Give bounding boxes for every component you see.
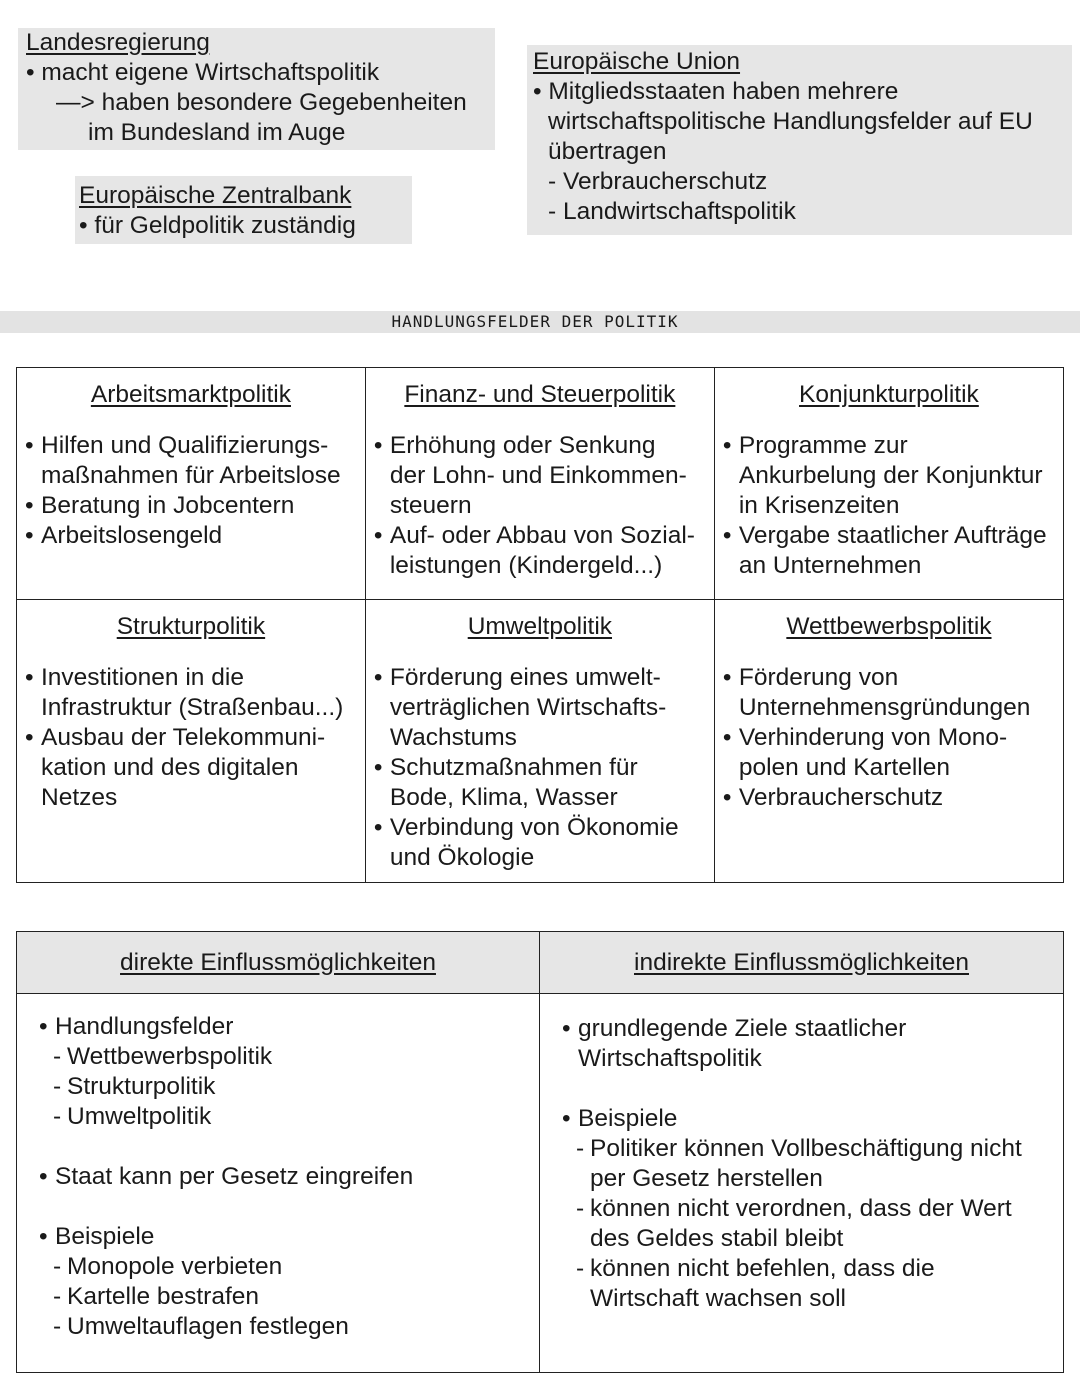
field-item-line: • Ausbau der Telekommuni-: [41, 724, 326, 751]
field-item-line: der Lohn- und Einkommen-: [389, 462, 687, 489]
field-item-line: maßnahmen für Arbeitslose: [41, 462, 341, 489]
field-item-line: polen und Kartellen: [738, 754, 950, 781]
direct-subitem-line: - Strukturpolitik: [67, 1073, 216, 1100]
eu-line-1: • Mitgliedsstaaten haben mehrere: [533, 78, 899, 105]
direct-subitem-line: - Umweltauflagen festlegen: [67, 1313, 349, 1340]
field-item-line: • Erhöhung oder Senkung: [389, 432, 656, 459]
field-title: Finanz- und Steuerpolitik: [404, 381, 676, 408]
field-item-line: steuern: [389, 492, 472, 519]
landesregierung-line-2: —> haben besondere Gegebenheiten: [56, 89, 467, 116]
field-item-line: • Verbindung von Ökonomie: [389, 814, 679, 841]
field-item-line: kation und des digitalen: [41, 754, 299, 781]
handlungsfelder-table: [16, 367, 1064, 883]
direct-header: [17, 932, 540, 994]
field-item-line: • Förderung von: [738, 664, 899, 691]
indirect-item-text: • grundlegende Ziele staatlicher: [578, 1015, 907, 1042]
field-cell: [17, 600, 366, 883]
field-item-line: Infrastruktur (Straßenbau...): [41, 694, 344, 721]
indirect-subitem-line: - können nicht befehlen, dass die: [590, 1255, 935, 1282]
direct-item-text: • Beispiele: [55, 1223, 155, 1250]
indirect-subitem-line: Wirtschaft wachsen soll: [590, 1285, 846, 1312]
direct-sublist: [55, 1252, 539, 1342]
field-item-line: • Programme zur: [738, 432, 908, 459]
indirect-subitem: [576, 1254, 1063, 1314]
field-title: Wettbewerbspolitik: [786, 613, 992, 640]
field-item: [715, 723, 1063, 783]
indirect-item: [540, 1104, 1063, 1314]
direct-sublist: [55, 1042, 539, 1132]
direct-item-text: • Handlungsfelder: [55, 1013, 234, 1040]
field-item: [17, 491, 365, 521]
field-item-line: Unternehmensgründungen: [738, 694, 1031, 721]
field-cell: [365, 600, 714, 883]
eu-title: Europäische Union: [533, 48, 741, 75]
indirect-subitem: [576, 1194, 1063, 1254]
landesregierung-line-3: im Bundesland im Auge: [88, 119, 346, 146]
field-item-line: Wachstums: [389, 724, 517, 751]
direct-list: [17, 1012, 539, 1342]
field-item-line: verträglichen Wirtschafts-: [389, 694, 667, 721]
field-item: [366, 521, 714, 581]
field-item: [366, 663, 714, 753]
field-list: [715, 663, 1063, 813]
field-item-line: • Investitionen in die: [41, 664, 244, 691]
field-item-line: • Auf- oder Abbau von Sozial-: [389, 522, 695, 549]
field-cell: [714, 600, 1063, 883]
indirect-sublist: [578, 1134, 1063, 1314]
direct-subitem-line: - Kartelle bestrafen: [67, 1283, 260, 1310]
field-title: Arbeitsmarktpolitik: [90, 381, 291, 408]
eu-line-5: - Landwirtschaftspolitik: [548, 198, 796, 225]
field-item-line: leistungen (Kindergeld...): [389, 552, 663, 579]
ezb-line-1: • für Geldpolitik zuständig: [79, 212, 356, 239]
indirect-header: [540, 932, 1064, 994]
field-list: [17, 663, 365, 813]
indirect-item-text: • Beispiele: [578, 1105, 678, 1132]
indirect-title: indirekte Einflussmöglichkeiten: [634, 948, 969, 976]
direct-subitem-line: - Monopole verbieten: [67, 1253, 283, 1280]
field-item-line: und Ökologie: [389, 844, 535, 871]
field-title: Umweltpolitik: [467, 613, 613, 640]
eu-line-3: übertragen: [548, 138, 667, 165]
field-item-line: Bode, Klima, Wasser: [389, 784, 618, 811]
field-item-line: • Vergabe staatlicher Aufträge: [738, 522, 1047, 549]
direct-title: direkte Einflussmöglichkeiten: [120, 948, 436, 976]
direct-subitem: [53, 1102, 539, 1132]
indirect-list: [540, 1014, 1063, 1314]
field-item: [715, 431, 1063, 521]
landesregierung-title: Landesregierung: [26, 29, 210, 56]
field-cell: [365, 368, 714, 600]
indirect-subitem-line: per Gesetz herstellen: [590, 1165, 823, 1192]
eu-line-2: wirtschaftspolitische Handlungsfelder auf EU: [548, 108, 1033, 135]
indirect-item: [540, 1014, 1063, 1074]
indirect-subitem-line: - können nicht verordnen, dass der Wert: [590, 1195, 1012, 1222]
field-cell: [17, 368, 366, 600]
field-item-line: • Schutzmaßnahmen für: [389, 754, 638, 781]
direct-item: [17, 1162, 539, 1192]
field-item-line: • Förderung eines umwelt-: [389, 664, 661, 691]
field-list: [366, 663, 714, 873]
field-item: [17, 521, 365, 551]
eu-line-4: - Verbraucherschutz: [548, 168, 768, 195]
indirect-subitem: [576, 1134, 1063, 1194]
eu-box: [527, 45, 1072, 235]
field-list: [17, 431, 365, 551]
field-list: [715, 431, 1063, 581]
field-item-line: • Hilfen und Qualifizierungs-: [41, 432, 329, 459]
field-item: [17, 723, 365, 813]
direct-subitem: [53, 1282, 539, 1312]
field-item: [715, 783, 1063, 813]
indirect-subitem-line: - Politiker können Vollbeschäftigung nicht: [590, 1135, 1022, 1162]
direct-cell: [17, 994, 540, 1373]
field-title: Konjunkturpolitik: [799, 381, 979, 408]
landesregierung-line-1: • macht eigene Wirtschaftspolitik: [26, 59, 380, 86]
ezb-title: Europäische Zentralbank: [79, 182, 352, 209]
field-item: [17, 663, 365, 723]
section-heading: HANDLUNGSFELDER DER POLITIK: [391, 312, 679, 331]
direct-subitem-line: - Umweltpolitik: [67, 1103, 212, 1130]
field-item-line: Ankurbelung der Konjunktur: [738, 462, 1043, 489]
field-item-line: an Unternehmen: [738, 552, 922, 579]
direct-item: [17, 1012, 539, 1132]
ezb-box: [75, 176, 412, 244]
field-item-line: • Arbeitslosengeld: [41, 522, 223, 549]
einfluss-table: [16, 931, 1064, 1373]
field-title: Strukturpolitik: [116, 613, 266, 640]
field-item: [366, 431, 714, 521]
field-cell: [714, 368, 1063, 600]
field-item: [366, 753, 714, 813]
direct-subitem-line: - Wettbewerbspolitik: [67, 1043, 273, 1070]
indirect-cell: [540, 994, 1064, 1373]
direct-subitem: [53, 1072, 539, 1102]
direct-subitem: [53, 1252, 539, 1282]
field-item-line: in Krisenzeiten: [738, 492, 900, 519]
direct-subitem: [53, 1312, 539, 1342]
field-item: [17, 431, 365, 491]
field-item-line: Netzes: [41, 784, 118, 811]
indirect-subitem-line: des Geldes stabil bleibt: [590, 1225, 844, 1252]
landesregierung-box: [18, 28, 495, 150]
field-item: [366, 813, 714, 873]
field-item-line: • Verhinderung von Mono-: [738, 724, 1008, 751]
field-list: [366, 431, 714, 581]
field-item: [715, 663, 1063, 723]
field-item: [715, 521, 1063, 581]
direct-item: [17, 1222, 539, 1342]
indirect-item-text: Wirtschaftspolitik: [578, 1045, 762, 1072]
direct-item-text: • Staat kann per Gesetz eingreifen: [55, 1163, 414, 1190]
field-item-line: • Verbraucherschutz: [738, 784, 944, 811]
direct-subitem: [53, 1042, 539, 1072]
field-item-line: • Beratung in Jobcentern: [41, 492, 295, 519]
